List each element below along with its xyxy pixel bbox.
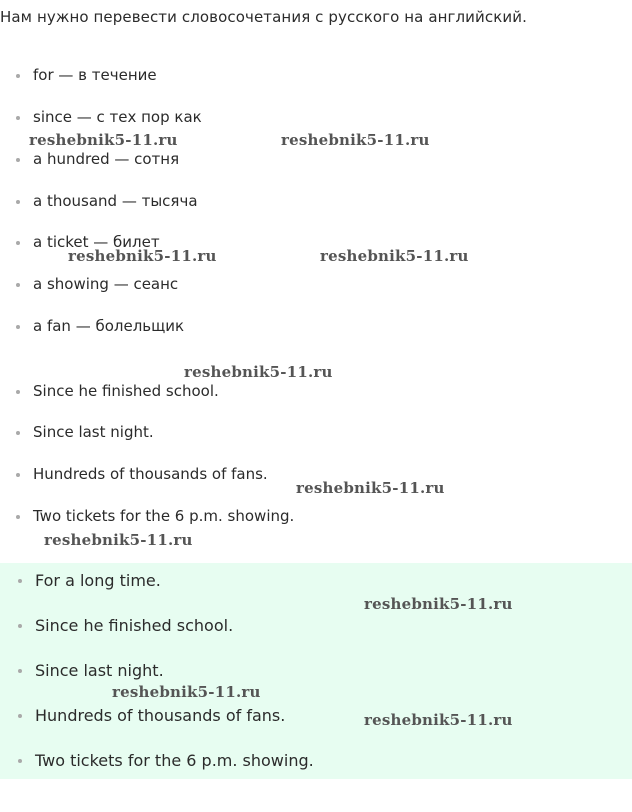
list-item-text: a hundred — сотня	[33, 150, 180, 168]
list-item-text: a showing — сеанс	[33, 275, 179, 293]
bullet-icon	[16, 431, 20, 435]
intro-text: Нам нужно перевести словосочетания с русского на английский.	[0, 8, 527, 26]
watermark: reshebnik5-11.ru	[29, 131, 178, 149]
watermark: reshebnik5-11.ru	[68, 247, 217, 265]
watermark: reshebnik5-11.ru	[184, 363, 333, 381]
bullet-icon	[18, 624, 22, 628]
list-item-text: Since last night.	[35, 661, 164, 680]
bullet-icon	[18, 579, 22, 583]
bullet-icon	[18, 714, 22, 718]
watermark: reshebnik5-11.ru	[112, 683, 261, 701]
bullet-icon	[16, 473, 20, 477]
list-item-text: Since last night.	[33, 423, 154, 441]
list-item-text: Since he finished school.	[35, 616, 234, 635]
bullet-icon	[16, 515, 20, 519]
list-item-text: Two tickets for the 6 p.m. showing.	[35, 751, 314, 770]
bullet-icon	[16, 116, 20, 120]
list-item-text: a ticket — билет	[33, 233, 160, 251]
answer-block	[0, 563, 632, 779]
list-item-text: Two tickets for the 6 p.m. showing.	[33, 507, 295, 525]
bullet-icon	[16, 158, 20, 162]
watermark: reshebnik5-11.ru	[364, 711, 513, 729]
list-item-text: since — с тех пор как	[33, 108, 202, 126]
list-item-text: Hundreds of thousands of fans.	[35, 706, 286, 725]
list-item-text: Hundreds of thousands of fans.	[33, 465, 268, 483]
bullet-icon	[18, 669, 22, 673]
watermark: reshebnik5-11.ru	[281, 131, 430, 149]
list-item-text: a thousand — тысяча	[33, 192, 198, 210]
bullet-icon	[16, 241, 20, 245]
bullet-icon	[16, 283, 20, 287]
watermark: reshebnik5-11.ru	[44, 531, 193, 549]
bullet-icon	[16, 200, 20, 204]
list-item-text: For a long time.	[35, 571, 161, 590]
list-item-text: a fan — болельщик	[33, 317, 185, 335]
watermark: reshebnik5-11.ru	[296, 479, 445, 497]
bullet-icon	[16, 390, 20, 394]
watermark: reshebnik5-11.ru	[320, 247, 469, 265]
bullet-icon	[16, 74, 20, 78]
list-item-text: Since he finished school.	[33, 382, 219, 400]
bullet-icon	[16, 325, 20, 329]
list-item-text: for — в течение	[33, 66, 157, 84]
watermark: reshebnik5-11.ru	[364, 595, 513, 613]
bullet-icon	[18, 759, 22, 763]
